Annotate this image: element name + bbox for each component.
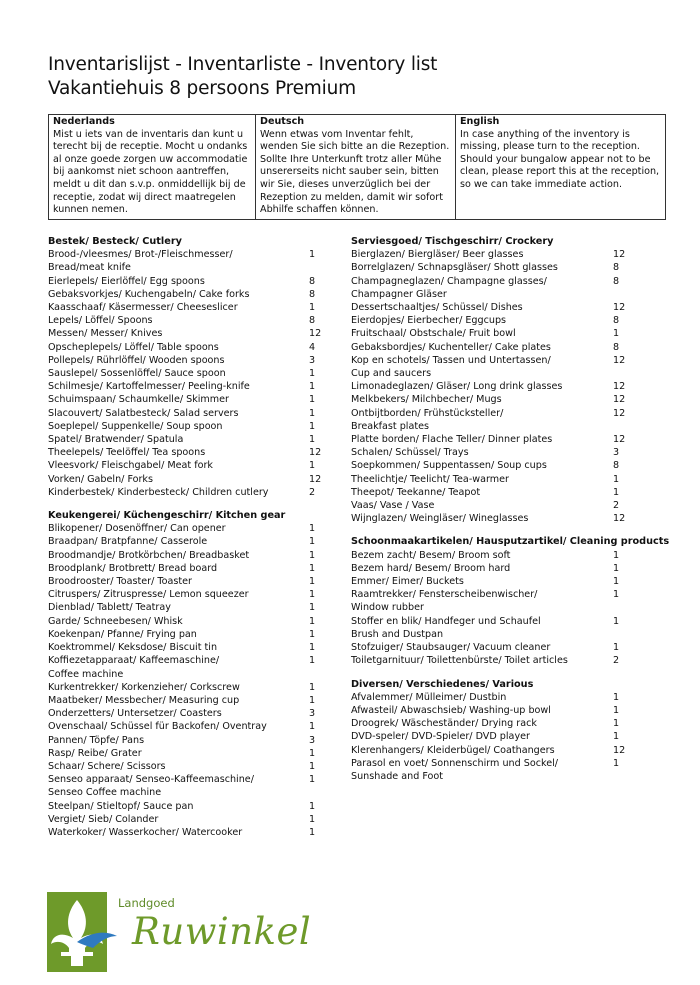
logo-main-text: Ruwinkel	[132, 910, 312, 953]
section-heading: Schoonmaakartikelen/ Hausputzartikel/ Cleaning products	[351, 536, 670, 548]
item-name: Opscheplepels/ Löffel/ Table spoons	[48, 341, 219, 353]
item-quantity: 1	[309, 800, 316, 812]
inventory-item	[48, 760, 328, 773]
item-name: Theepot/ Teekanne/ Teapot	[351, 486, 481, 498]
item-name: Brood-/vleesmes/ Brot-/Fleischmesser/ Bread/meat knife	[48, 249, 233, 274]
item-name: Kaasschaaf/ Käsermesser/ Cheeseslicer	[48, 302, 238, 314]
item-name: Ovenschaal/ Schüssel für Backofen/ Oventray	[48, 721, 267, 733]
item-name: Slacouvert/ Salatbesteck/ Salad servers	[48, 407, 239, 419]
item-quantity: 1	[309, 302, 316, 314]
inventory-item	[48, 393, 328, 406]
item-quantity: 3	[309, 354, 316, 366]
item-name: Ontbijtborden/ Frühstücksteller/ Breakfast plates	[351, 407, 504, 432]
item-quantity: 1	[613, 549, 620, 561]
item-name: Kop en schotels/ Tassen und Untertassen/ Cup and saucers	[351, 354, 551, 380]
inventory-item	[351, 433, 666, 446]
item-quantity: 8	[613, 341, 620, 353]
item-name: Rasp/ Reibe/ Grater	[48, 747, 142, 759]
item-name: Stofzuiger/ Staubsauger/ Vacuum cleaner	[351, 642, 551, 654]
item-quantity: 1	[613, 615, 620, 627]
item-name: Citruspers/ Zitruspresse/ Lemon squeezer	[48, 589, 249, 601]
item-quantity: 1	[309, 549, 316, 561]
inventory-item	[48, 826, 328, 839]
left-column	[48, 235, 328, 839]
item-name: Raamtrekker/ Fensterscheibenwischer/ Window rubber	[351, 589, 538, 614]
section-gap	[351, 668, 666, 678]
item-quantity: 1	[613, 328, 620, 340]
item-name: Melkbekers/ Milchbecher/ Mugs	[351, 394, 502, 406]
item-name: Messen/ Messer/ Knives	[48, 328, 163, 340]
inventory-item	[48, 734, 328, 747]
intro-cell-nl	[49, 115, 256, 220]
inventory-item	[48, 654, 328, 680]
inventory-item	[351, 588, 666, 614]
item-name: Fruitschaal/ Obstschale/ Fruit bowl	[351, 328, 516, 340]
item-name: Broodplank/ Brotbrett/ Bread board	[48, 562, 218, 574]
item-name: Soeplepel/ Suppenkelle/ Soup spoon	[48, 420, 223, 432]
item-quantity: 12	[613, 407, 626, 419]
item-quantity: 2	[613, 500, 620, 512]
item-quantity: 1	[613, 691, 620, 703]
item-name: Koffiezetapparaat/ Kaffeemaschine/ Coffee machine	[48, 655, 220, 680]
inventory-item	[48, 813, 328, 826]
section-gap	[351, 525, 666, 535]
item-name: Pollepels/ Rührlöffel/ Wooden spoons	[48, 354, 225, 366]
item-quantity: 1	[309, 368, 316, 380]
item-quantity: 8	[613, 460, 620, 472]
item-quantity: 1	[613, 589, 620, 601]
item-name: Bierglazen/ Biergläser/ Beer glasses	[351, 249, 524, 261]
item-name: Lepels/ Löffel/ Spoons	[48, 315, 153, 327]
item-quantity: 8	[613, 275, 620, 287]
inventory-item	[351, 275, 666, 301]
item-quantity: 1	[309, 589, 316, 601]
page-title: Inventarislijst - Inventarliste - Inventory list	[48, 54, 438, 75]
item-quantity: 1	[613, 757, 620, 769]
inventory-item	[48, 407, 328, 420]
item-name: Broodmandje/ Brotkörbchen/ Breadbasket	[48, 549, 250, 561]
item-quantity: 12	[613, 394, 626, 406]
item-name: Limonadeglazen/ Gläser/ Long drink glasses	[351, 381, 563, 393]
inventory-item	[351, 691, 666, 704]
inventory-item	[48, 522, 328, 535]
inventory-item	[48, 486, 328, 499]
item-quantity: 12	[613, 434, 626, 446]
inventory-item	[351, 314, 666, 327]
item-quantity: 8	[613, 262, 620, 274]
inventory-item	[48, 707, 328, 720]
inventory-item	[48, 800, 328, 813]
item-quantity: 1	[309, 576, 316, 588]
section-heading: Serviesgoed/ Tischgeschirr/ Crockery	[351, 236, 554, 247]
item-name: Parasol en voet/ Sonnenschirm und Sockel/ Sunshade and Foot	[351, 757, 559, 782]
inventory-item	[48, 459, 328, 472]
inventory-item	[351, 341, 666, 354]
item-quantity: 1	[309, 774, 316, 786]
item-name: Stoffer en blik/ Handfeger und Schaufel Brush and Dustpan	[351, 615, 541, 640]
item-name: Senseo apparaat/ Senseo-Kaffeemaschine/ Senseo Coffee machine	[48, 774, 254, 799]
item-name: Kurkentrekker/ Korkenzieher/ Corkscrew	[48, 681, 240, 693]
inventory-item	[48, 720, 328, 733]
item-quantity: 1	[309, 602, 316, 614]
item-name: Toiletgarnituur/ Toilettenbürste/ Toilet articles	[351, 655, 568, 667]
item-name: Schaar/ Schere/ Scissors	[48, 760, 166, 772]
item-quantity: 3	[613, 447, 620, 459]
inventory-item	[48, 354, 328, 367]
item-quantity: 12	[613, 381, 626, 393]
inventory-item	[48, 575, 328, 588]
item-name: Braadpan/ Bratpfanne/ Casserole	[48, 536, 208, 548]
item-quantity: 1	[309, 694, 316, 706]
section-heading: Keukengerei/ Küchengeschirr/ Kitchen gear	[48, 510, 286, 522]
item-name: Bezem zacht/ Besem/ Broom soft	[351, 549, 511, 561]
inventory-item	[351, 615, 666, 641]
item-name: Waterkoker/ Wasserkocher/ Watercooker	[48, 826, 243, 838]
item-quantity: 1	[309, 655, 316, 667]
intro-table	[48, 114, 666, 220]
intro-lang-heading: Deutsch	[260, 116, 305, 127]
item-quantity: 2	[309, 486, 316, 498]
intro-lang-heading: English	[460, 116, 500, 127]
item-quantity: 1	[309, 536, 316, 548]
inventory-item	[351, 757, 666, 783]
inventory-item	[48, 747, 328, 760]
inventory-item	[48, 681, 328, 694]
logo-top-text: Landgoed	[118, 896, 175, 910]
inventory-item	[48, 248, 328, 274]
inventory-item	[351, 459, 666, 472]
item-name: Kinderbestek/ Kinderbesteck/ Children cutlery	[48, 486, 269, 498]
inventory-item	[351, 407, 666, 433]
item-quantity: 1	[613, 731, 620, 743]
item-quantity: 12	[309, 328, 322, 340]
inventory-item	[351, 499, 666, 512]
item-name: Afvalemmer/ Mülleimer/ Dustbin	[351, 691, 507, 703]
inventory-item	[48, 341, 328, 354]
inventory-item	[48, 433, 328, 446]
item-name: Afwasteil/ Abwaschsieb/ Washing-up bowl	[351, 704, 551, 716]
item-quantity: 1	[309, 420, 316, 432]
inventory-item	[48, 275, 328, 288]
item-quantity: 1	[309, 628, 316, 640]
page-subtitle: Vakantiehuis 8 persoons Premium	[48, 78, 356, 99]
inventory-item	[351, 248, 666, 261]
intro-text: In case anything of the inventory is missing, please turn to the reception. Should your bungalow appear not to be clean, please report this at the reception, so we can take immediate action.	[460, 128, 660, 190]
item-quantity: 12	[309, 447, 322, 459]
item-name: Dessertschaaltjes/ Schüssel/ Dishes	[351, 302, 523, 314]
item-quantity: 2	[613, 655, 620, 667]
intro-cell-en	[456, 115, 666, 220]
item-quantity: 1	[309, 407, 316, 419]
item-quantity: 1	[309, 523, 316, 535]
item-name: Maatbeker/ Messbecher/ Measuring cup	[48, 694, 240, 706]
item-quantity: 1	[309, 681, 316, 693]
inventory-item	[48, 288, 328, 301]
item-name: Vaas/ Vase / Vase	[351, 500, 435, 512]
intro-lang-heading: Nederlands	[53, 116, 115, 127]
inventory-item	[351, 641, 666, 654]
item-quantity: 1	[613, 562, 620, 574]
item-name: Eierdopjes/ Eierbecher/ Eggcups	[351, 315, 507, 327]
inventory-item	[48, 628, 328, 641]
section-heading: Diversen/ Verschiedenes/ Various	[351, 678, 534, 690]
item-quantity: 1	[309, 381, 316, 393]
item-quantity: 8	[309, 275, 316, 287]
item-name: Gebaksvorkjes/ Kuchengabeln/ Cake forks	[48, 288, 250, 300]
item-name: Koektrommel/ Keksdose/ Biscuit tin	[48, 642, 218, 654]
item-quantity: 1	[309, 760, 316, 772]
item-quantity: 1	[309, 562, 316, 574]
inventory-item	[351, 744, 666, 757]
item-name: Onderzetters/ Untersetzer/ Coasters	[48, 708, 222, 720]
inventory-item	[351, 562, 666, 575]
inventory-item	[351, 549, 666, 562]
item-quantity: 12	[613, 249, 626, 261]
inventory-item	[48, 473, 328, 486]
item-name: Theelichtje/ Teelicht/ Tea-warmer	[351, 473, 509, 485]
item-quantity: 1	[309, 747, 316, 759]
item-name: Steelpan/ Stieltopf/ Sauce pan	[48, 800, 194, 812]
item-name: Garde/ Schneebesen/ Whisk	[48, 615, 183, 627]
inventory-item	[48, 588, 328, 601]
inventory-item	[48, 562, 328, 575]
item-quantity: 1	[613, 718, 620, 730]
intro-text: Wenn etwas vom Inventar fehlt, wenden Sie sich bitte an die Rezeption. Sollte Ihre Unterkunft trotz aller Mühe unsererseits nicht sauber sein, bitten wir Sie, dieses unverzüglich bei der Rezeption zu melden, damit wir sofort Abhilfe schaffen können.	[260, 128, 450, 216]
intro-cell-de	[256, 115, 456, 220]
item-quantity: 1	[309, 434, 316, 446]
item-name: Klerenhangers/ Kleiderbügel/ Coathangers	[351, 744, 555, 756]
item-quantity: 12	[613, 513, 626, 525]
item-name: Theelepels/ Teelöffel/ Tea spoons	[48, 447, 206, 459]
item-quantity: 12	[613, 744, 626, 756]
item-name: Schalen/ Schüssel/ Trays	[351, 447, 469, 459]
inventory-item	[351, 446, 666, 459]
section-heading: Bestek/ Besteck/ Cutlery	[48, 236, 182, 247]
item-name: DVD-speler/ DVD-Spieler/ DVD player	[351, 731, 530, 743]
item-name: Droogrek/ Wäscheständer/ Drying rack	[351, 718, 537, 730]
item-quantity: 1	[613, 704, 620, 716]
inventory-item	[48, 641, 328, 654]
section-gap	[48, 499, 328, 509]
inventory-item	[351, 654, 666, 667]
item-name: Dienblad/ Tablett/ Teatray	[48, 602, 171, 614]
item-name: Blikopener/ Dosenöffner/ Can opener	[48, 523, 226, 535]
inventory-item	[351, 380, 666, 393]
item-quantity: 1	[309, 721, 316, 733]
inventory-item	[48, 773, 328, 799]
inventory-item	[351, 486, 666, 499]
inventory-item	[351, 730, 666, 743]
item-quantity: 12	[613, 354, 626, 366]
inventory-item	[351, 704, 666, 717]
item-name: Koekenpan/ Pfanne/ Frying pan	[48, 628, 197, 640]
item-quantity: 3	[309, 708, 316, 720]
intro-text: Mist u iets van de inventaris dan kunt u terecht bij de receptie. Mocht u ondanks al onze goede zorgen uw accommodatie bij aankomst niet schoon aantreffen, meldt u dit dan s.v.p. onmiddellijk bij de receptie, zodat wij direct maatregelen kunnen nemen.	[53, 128, 248, 216]
item-quantity: 1	[309, 813, 316, 825]
item-quantity: 1	[309, 249, 316, 261]
item-quantity: 12	[613, 302, 626, 314]
inventory-item	[351, 354, 666, 380]
inventory-item	[351, 717, 666, 730]
item-quantity: 8	[309, 315, 316, 327]
item-name: Platte borden/ Flache Teller/ Dinner plates	[351, 434, 553, 446]
item-quantity: 1	[613, 473, 620, 485]
inventory-item	[48, 446, 328, 459]
item-name: Bezem hard/ Besem/ Broom hard	[351, 562, 511, 574]
inventory-item	[351, 327, 666, 340]
item-quantity: 1	[309, 394, 316, 406]
inventory-item	[48, 694, 328, 707]
inventory-item	[48, 420, 328, 433]
item-name: Sauslepel/ Sossenlöffel/ Sauce spoon	[48, 368, 226, 380]
item-name: Wijnglazen/ Weingläser/ Wineglasses	[351, 513, 529, 525]
item-quantity: 8	[613, 315, 620, 327]
item-quantity: 1	[613, 576, 620, 588]
item-quantity: 1	[309, 460, 316, 472]
item-name: Gebaksbordjes/ Kuchenteller/ Cake plates	[351, 341, 551, 353]
item-name: Spatel/ Bratwender/ Spatula	[48, 434, 184, 446]
inventory-item	[351, 575, 666, 588]
item-quantity: 1	[309, 826, 316, 838]
inventory-item	[351, 301, 666, 314]
inventory-item	[48, 380, 328, 393]
item-name: Eierlepels/ Eierlöffel/ Egg spoons	[48, 275, 205, 287]
item-name: Vergiet/ Sieb/ Colander	[48, 813, 159, 825]
inventory-item	[351, 261, 666, 274]
item-quantity: 4	[309, 341, 316, 353]
item-quantity: 8	[309, 288, 316, 300]
inventory-item	[48, 549, 328, 562]
item-name: Pannen/ Töpfe/ Pans	[48, 734, 145, 746]
item-name: Schuimspaan/ Schaumkelle/ Skimmer	[48, 394, 229, 406]
item-name: Champagneglazen/ Champagne glasses/ Champagner Gläser	[351, 275, 547, 300]
inventory-item	[48, 601, 328, 614]
inventory-item	[48, 327, 328, 340]
item-name: Borrelglazen/ Schnapsgläser/ Shott glasses	[351, 262, 558, 274]
inventory-item	[48, 314, 328, 327]
inventory-item	[351, 473, 666, 486]
item-name: Emmer/ Eimer/ Buckets	[351, 576, 464, 588]
inventory-item	[48, 535, 328, 548]
right-column	[351, 235, 670, 783]
inventory-item	[351, 393, 666, 406]
item-quantity: 1	[309, 615, 316, 627]
item-quantity: 1	[613, 486, 620, 498]
item-name: Vorken/ Gabeln/ Forks	[48, 473, 153, 485]
item-name: Soepkommen/ Suppentassen/ Soup cups	[351, 460, 547, 472]
item-quantity: 1	[309, 642, 316, 654]
inventory-item	[48, 301, 328, 314]
inventory-item	[48, 367, 328, 380]
item-name: Schilmesje/ Kartoffelmesser/ Peeling-knife	[48, 381, 250, 393]
item-quantity: 12	[309, 473, 322, 485]
item-name: Broodrooster/ Toaster/ Toaster	[48, 576, 192, 588]
item-quantity: 1	[613, 642, 620, 654]
item-quantity: 3	[309, 734, 316, 746]
inventory-item	[48, 615, 328, 628]
item-name: Vleesvork/ Fleischgabel/ Meat fork	[48, 460, 213, 472]
inventory-item	[351, 512, 666, 525]
